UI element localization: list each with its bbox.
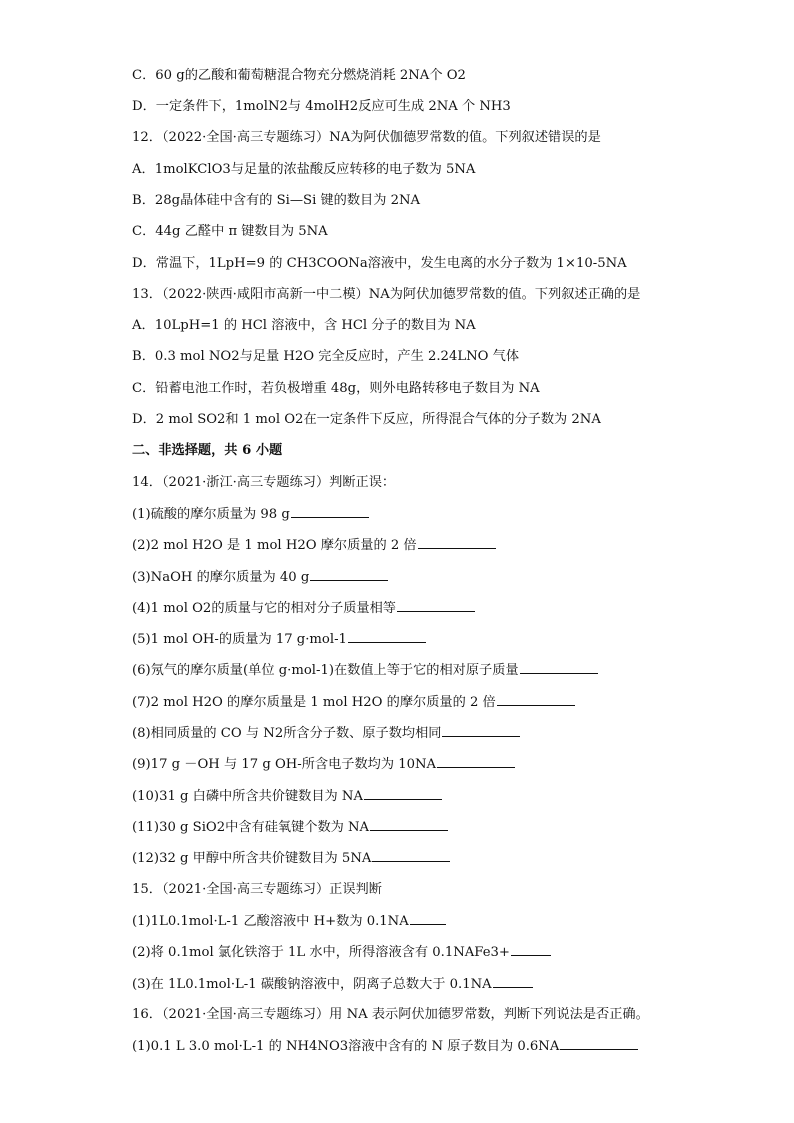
item-16-1: (1)0.1 L 3.0 mol·L-1 的 NH4NO3溶液中含有的 N 原子数目为 0.6NA [132,1037,638,1056]
question-12: 12．（2022·全国·高三专题练习）NA为阿伏伽德罗常数的值。下列叙述错误的是 [132,130,601,145]
option-13c: C．铅蓄电池工作时，若负极增重 48g，则外电路转移电子数目为 NA [132,381,540,396]
option-12b: B．28g晶体硅中含有的 Si—Si 键的数目为 2NA [132,193,421,208]
answer-blank[interactable] [560,1037,638,1050]
item-14-2: (2)2 mol H2O 是 1 mol H2O 摩尔质量的 2 倍 [132,536,496,555]
answer-blank[interactable] [418,536,496,549]
answer-blank[interactable] [291,505,369,518]
option-11c: C．60 g的乙酸和葡萄糖混合物充分燃烧消耗 2NA个 O2 [132,68,466,83]
item-14-6: (6)氖气的摩尔质量(单位 g·mol-1)在数值上等于它的相对原子质量 [132,661,598,680]
option-11d: D．一定条件下，1molN2与 4molH2反应可生成 2NA 个 NH3 [132,99,511,114]
item-14-9: (9)17 g －OH 与 17 g OH-所含电子数均为 10NA [132,755,515,774]
option-12d: D．常温下，1LpH=9 的 CH3COONa溶液中，发生电离的水分子数为 1×10-5NA [132,256,627,271]
item-15-2: (2)将 0.1mol 氯化铁溶于 1L 水中，所得溶液含有 0.1NAFe3+ [132,943,551,962]
item-14-3: (3)NaOH 的摩尔质量为 40 g [132,568,388,587]
answer-blank[interactable] [493,975,533,988]
answer-blank[interactable] [520,661,598,674]
answer-blank[interactable] [497,693,575,706]
answer-blank[interactable] [410,912,446,925]
item-14-10: (10)31 g 白磷中所含共价键数目为 NA [132,787,442,806]
question-15: 15．（2021·全国·高三专题练习）正误判断 [132,882,382,897]
section-heading: 二、非选择题，共 6 小题 [132,443,283,458]
answer-blank[interactable] [370,818,448,831]
answer-blank[interactable] [511,943,551,956]
option-13d: D．2 mol SO2和 1 mol O2在一定条件下反应，所得混合气体的分子数为 2NA [132,412,601,427]
item-14-11: (11)30 g SiO2中含有硅氧键个数为 NA [132,818,448,837]
item-15-3: (3)在 1L0.1mol·L-1 碳酸钠溶液中，阴离子总数大于 0.1NA [132,975,533,994]
answer-blank[interactable] [364,787,442,800]
answer-blank[interactable] [348,630,426,643]
answer-blank[interactable] [442,724,520,737]
answer-blank[interactable] [437,755,515,768]
item-14-12: (12)32 g 甲醇中所含共价键数目为 5NA [132,849,450,868]
item-14-5: (5)1 mol OH-的质量为 17 g·mol-1 [132,630,426,649]
item-15-1: (1)1L0.1mol·L-1 乙酸溶液中 H+数为 0.1NA [132,912,446,931]
option-13a: A．10LpH=1 的 HCl 溶液中，含 HCl 分子的数目为 NA [132,318,476,333]
item-14-7: (7)2 mol H2O 的摩尔质量是 1 mol H2O 的摩尔质量的 2 倍 [132,693,575,712]
option-12c: C．44g 乙醛中 π 键数目为 5NA [132,224,328,239]
option-12a: A．1molKClO3与足量的浓盐酸反应转移的电子数为 5NA [132,162,476,177]
option-13b: B．0.3 mol NO2与足量 H2O 完全反应时，产生 2.24LNO 气体 [132,349,520,364]
question-14: 14．（2021·浙江·高三专题练习）判断正误： [132,475,396,490]
item-14-8: (8)相同质量的 CO 与 N2所含分子数、原子数均相同 [132,724,520,743]
item-14-4: (4)1 mol O2的质量与它的相对分子质量相等 [132,599,475,618]
answer-blank[interactable] [397,599,475,612]
question-16: 16．（2021·全国·高三专题练习）用 NA 表示阿伏加德罗常数，判断下列说法是否正确。 [132,1007,649,1022]
answer-blank[interactable] [372,849,450,862]
answer-blank[interactable] [310,568,388,581]
question-13: 13．（2022·陕西·咸阳市高新一中二模）NA为阿伏加德罗常数的值。下列叙述正确的是 [132,287,641,302]
item-14-1: (1)硫酸的摩尔质量为 98 g [132,505,369,524]
